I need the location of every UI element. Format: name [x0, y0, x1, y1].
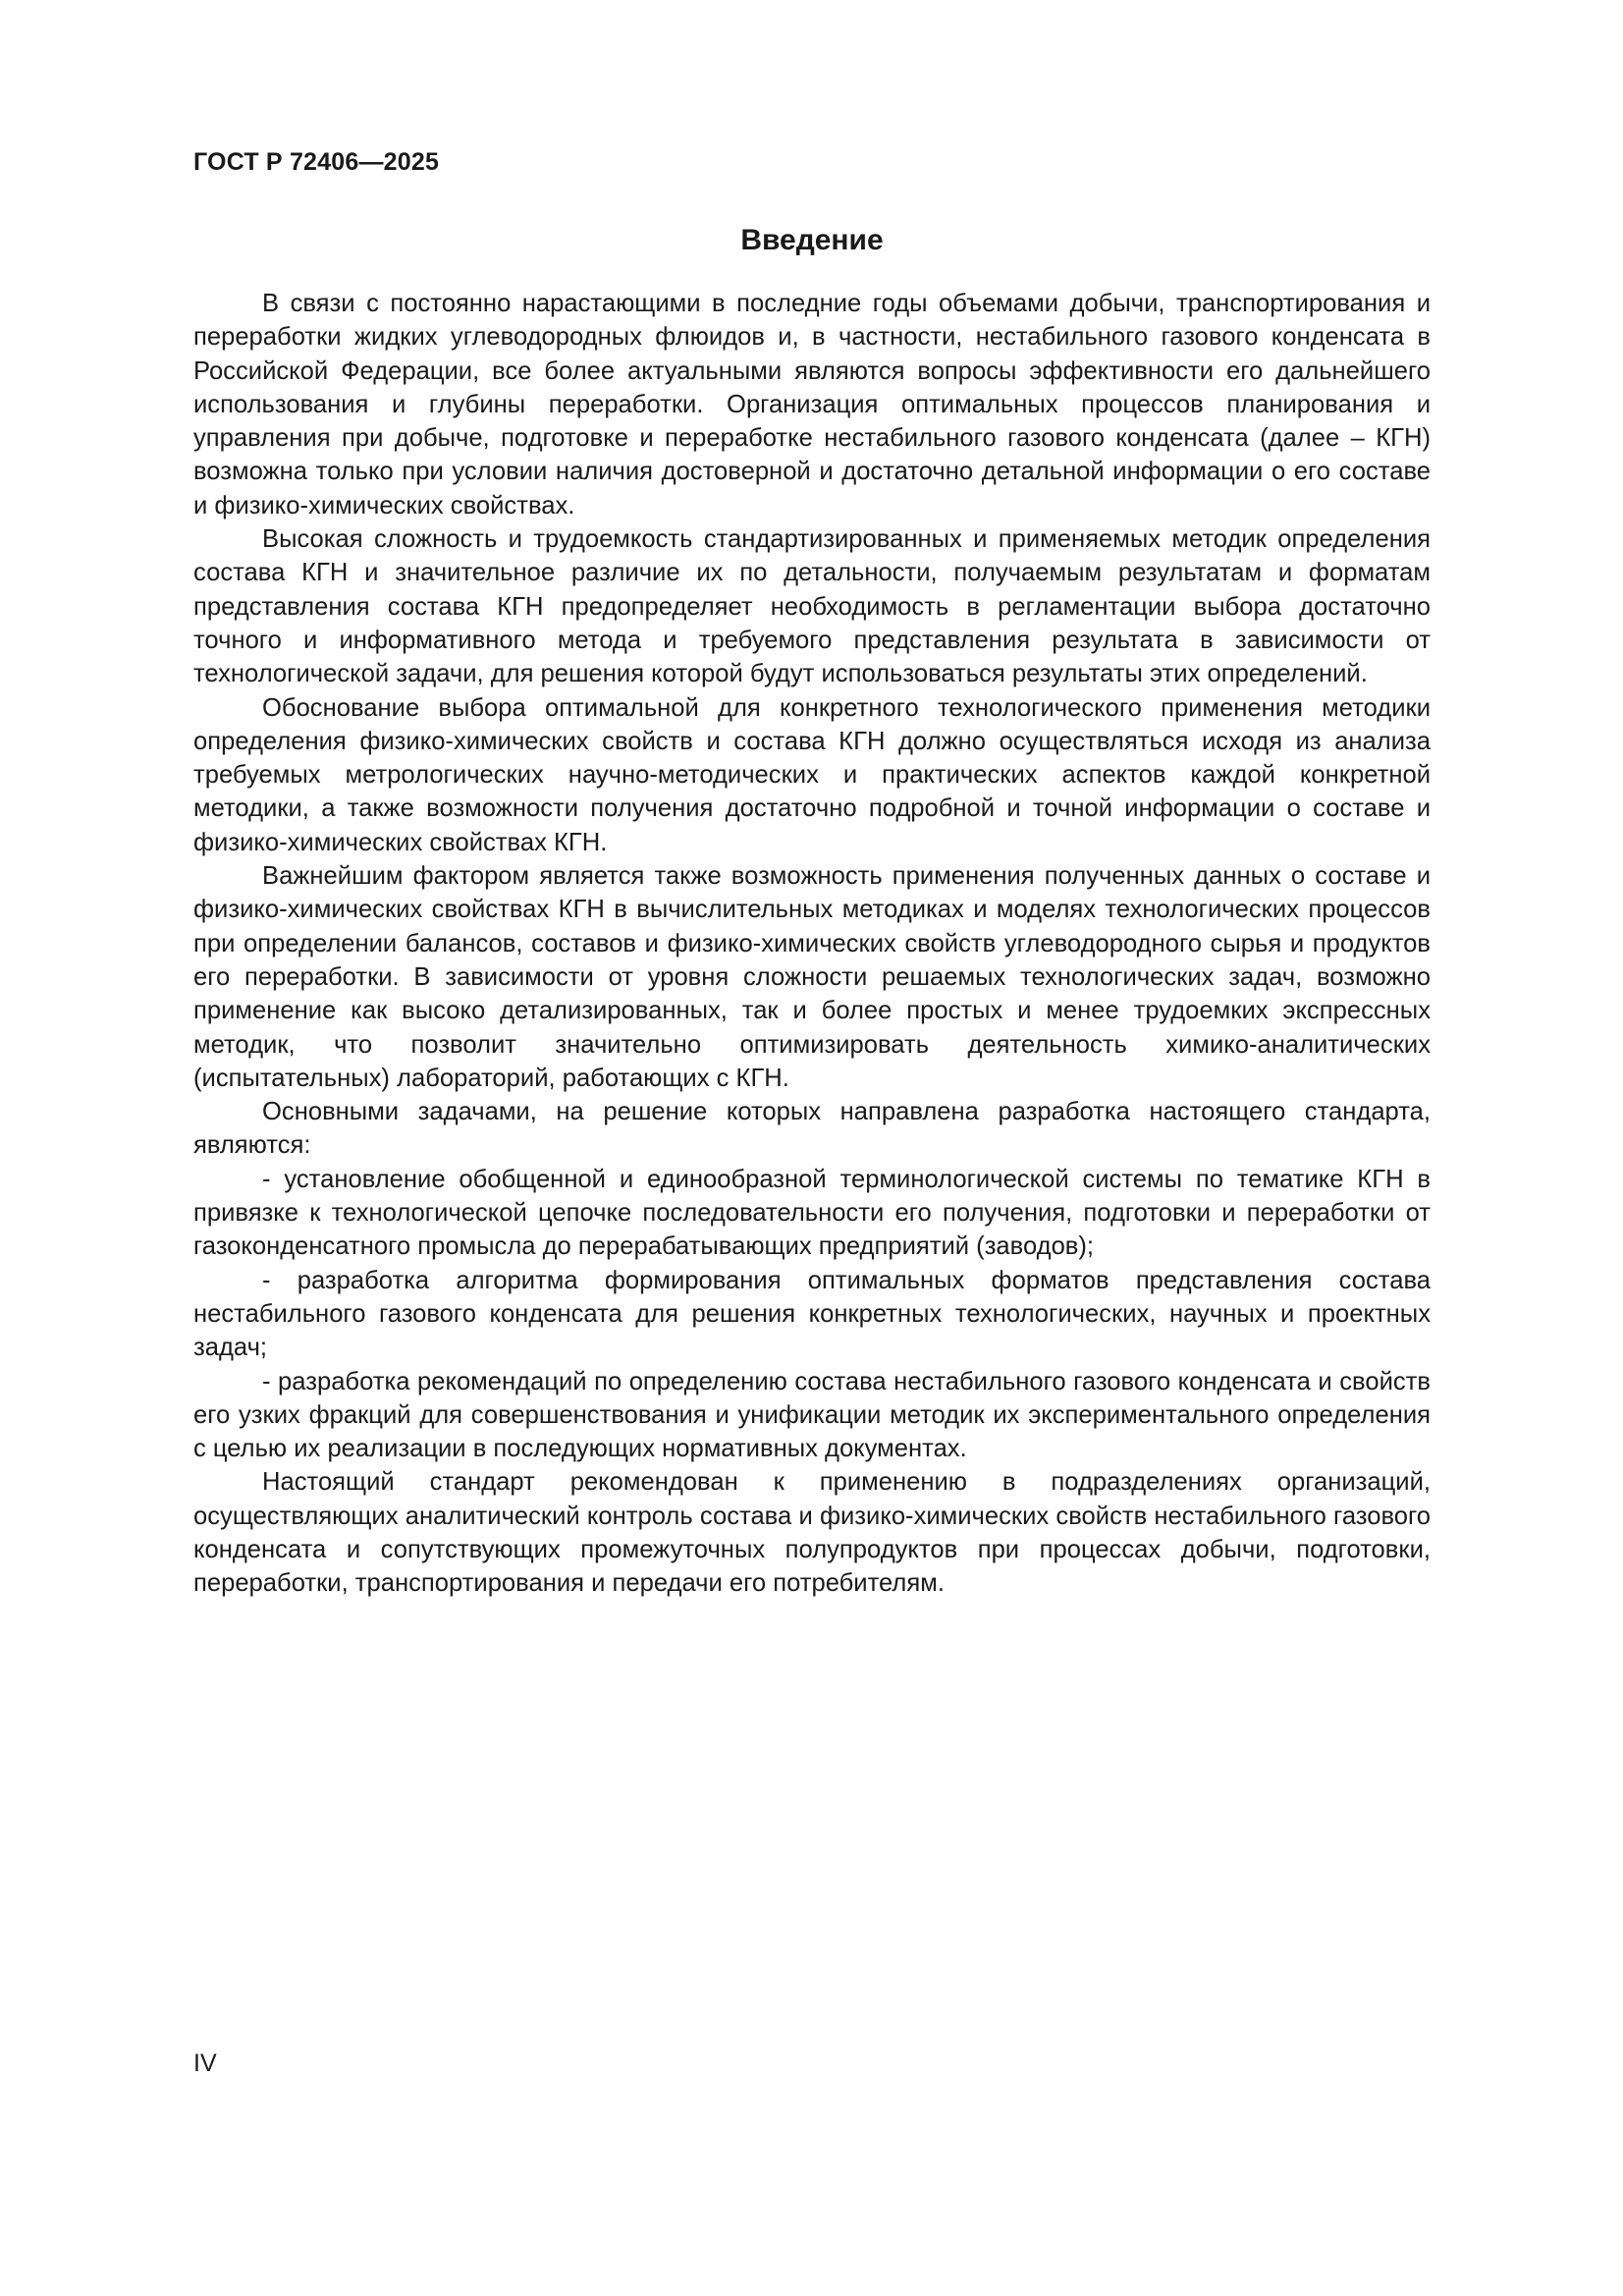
list-item-algorithm: - разработка алгоритма формирования оптимальных форматов представления состава нестабильного газового конденсата для решения конкретных технологических, научных и проектных задач;: [193, 1266, 1431, 1362]
paragraph-application: Важнейшим фактором является также возможность применения полученных данных о составе и физико-химических свойствах КГН в вычислительных методиках и моделях технологических процессов при определении балансов, составов и физико-химических свойств углеводородного сырья и продуктов его переработки. В зависимости от уровня сложности решаемых технологических задач, возможно применение как высоко детализированных, так и более простых и менее трудоемких экспрессных методик, что позволит значительно оптимизировать деятельность химико-аналитических (испытательных) лабораторий, работающих с КГН.: [193, 862, 1431, 1092]
document-designation: ГОСТ Р 72406—2025: [193, 148, 440, 176]
list-item-terminology: - установление обобщенной и единообразной терминологической системы по тематике КГН в привязке к технологической цепочке последовательности его получения, подготовки и переработки от газоконденсатного промысла до перерабатывающих предприятий (заводов);: [193, 1165, 1431, 1261]
paragraph-complexity: Высокая сложность и трудоемкость стандартизированных и применяемых методик определения состава КГН и значительное различие их по детальности, получаемым результатам и форматам представления состава КГН предопределяет необходимость в регламентации выбора достаточно точного и информативного метода и требуемого представления результата в зависимости от технологической задачи, для решения которой будут использоваться результаты этих определений.: [193, 525, 1431, 688]
page-number: IV: [193, 2050, 217, 2077]
introduction-body: [193, 287, 1431, 1601]
list-item-recommendations: - разработка рекомендаций по определению состава нестабильного газового конденсата и свойств его узких фракций для совершенствования и унификации методик их экспериментального определения с целью их реализации в последующих нормативных документах.: [193, 1367, 1431, 1463]
paragraph-context: В связи с постоянно нарастающими в последние годы объемами добычи, транспортирования и переработки жидких углеводородных флюидов и, в частности, нестабильного газового конденсата в Российской Федерации, все более актуальными являются вопросы эффективности его дальнейшего использования и глубины переработки. Организация оптимальных процессов планирования и управления при добыче, подготовке и переработке нестабильного газового конденсата (далее – КГН) возможна только при условии наличия достоверной и достаточно детальной информации о его составе и физико-химических свойствах.: [193, 290, 1431, 519]
paragraph-justification: Обоснование выбора оптимальной для конкретного технологического применения методики определения физико-химических свойств и состава КГН должно осуществляться исходя из анализа требуемых метрологических научно-методических и практических аспектов каждой конкретной методики, а также возможности получения достаточно подробной и точной информации о составе и физико-химических свойствах КГН.: [193, 693, 1431, 856]
paragraph-scope: Настоящий стандарт рекомендован к применению в подразделениях организаций, осуществляющих аналитический контроль состава и физико-химических свойств нестабильного газового конденсата и сопутствующих промежуточных полупродуктов при процессах добычи, подготовки, переработки, транспортирования и передачи его потребителям.: [193, 1468, 1431, 1598]
section-title: Введение: [740, 224, 884, 256]
paragraph-tasks-intro: Основными задачами, на решение которых направлена разработка настоящего стандарта, являются:: [193, 1098, 1431, 1160]
